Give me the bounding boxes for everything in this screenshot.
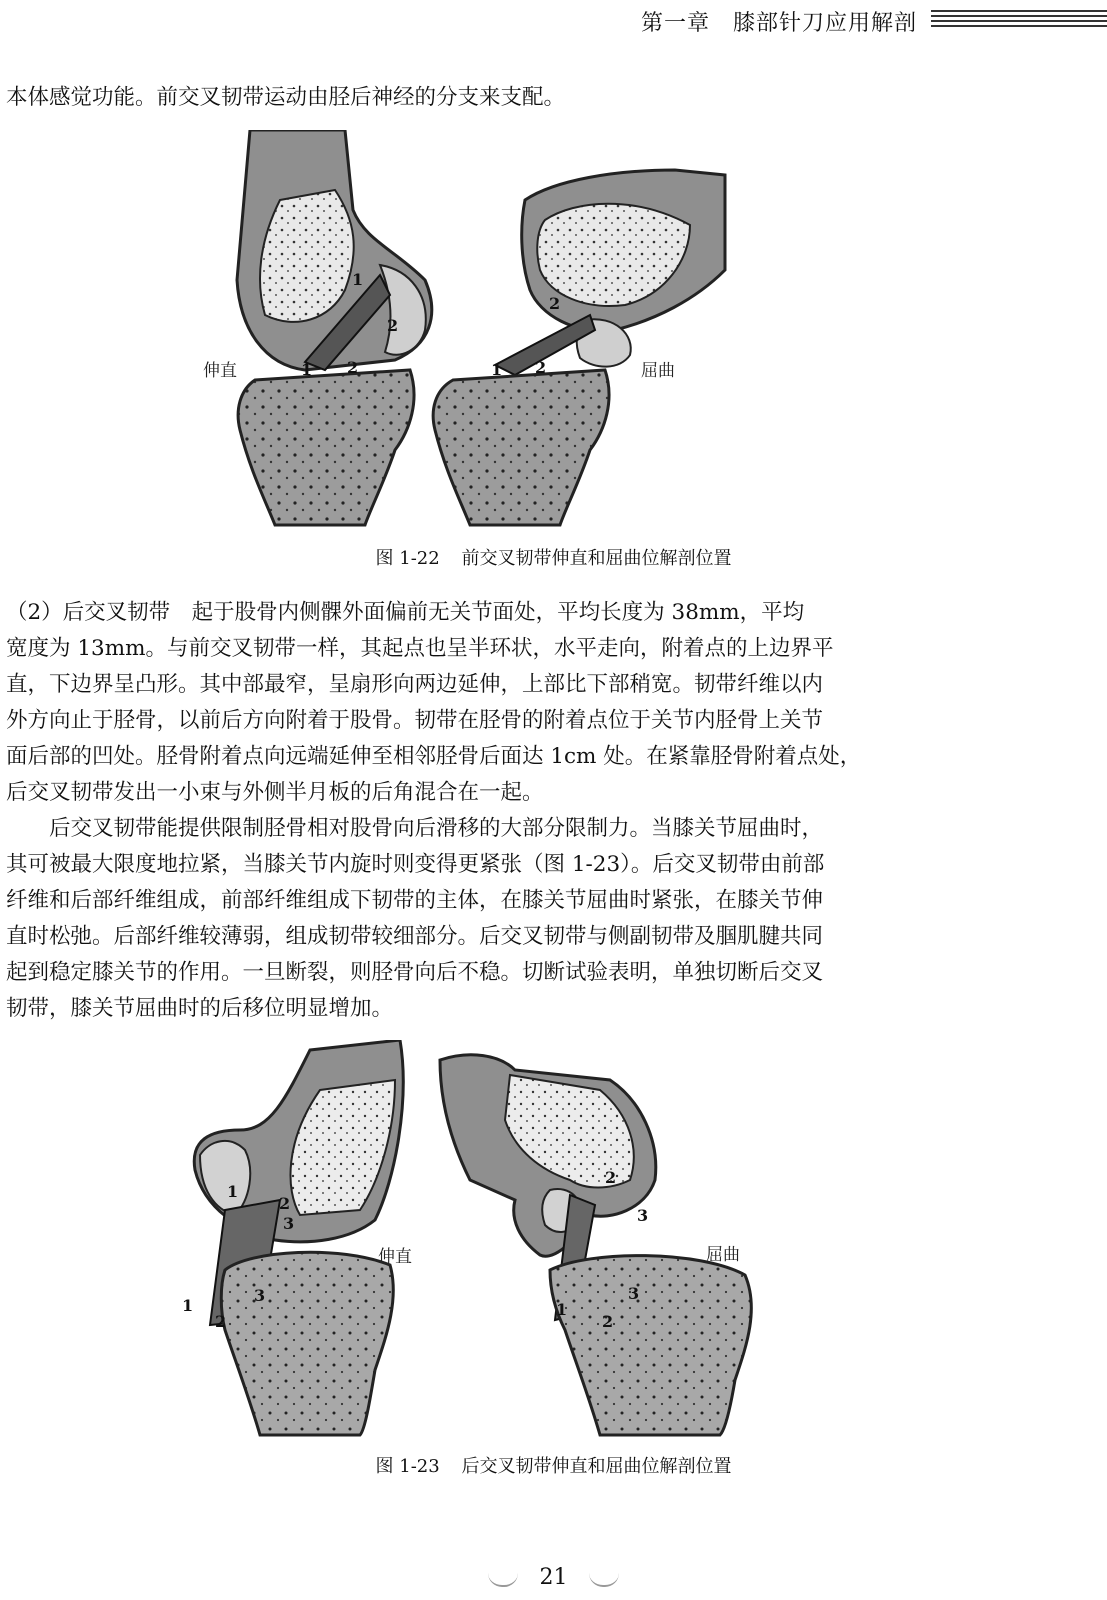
left-knee-drawing xyxy=(194,1040,403,1435)
figure-1-22-marker: 1 xyxy=(352,270,364,289)
figure-1-22-caption xyxy=(0,544,1107,570)
figure-1-23-marker: 1 xyxy=(556,1300,568,1319)
text-line: 其可被最大限度地拉紧，当膝关节内旋时则变得更紧张（图 1-23）。后交叉韧带由前部 xyxy=(6,852,825,877)
right-knee-drawing xyxy=(433,170,725,525)
text-line: 后交叉韧带能提供限制胫骨相对股骨向后滑移的大部分限制力。当膝关节屈曲时， xyxy=(6,816,824,841)
text-line: 外方向止于胫骨，以前后方向附着于股骨。韧带在胫骨的附着点位于关节内胫骨上关节 xyxy=(6,708,824,733)
ornament-right-icon xyxy=(589,1573,619,1587)
figure-1-22-marker: 2 xyxy=(387,316,399,335)
text-line: 直，下边界呈凸形。其中部最窄，呈扇形向两边延伸，上部比下部稍宽。韧带纤维以内 xyxy=(6,672,824,697)
page-footer xyxy=(0,1565,1107,1590)
figure-1-22-illustration xyxy=(195,130,735,530)
figure-1-22-label-flexion: 屈曲 xyxy=(641,361,675,381)
text-line: 韧带，膝关节屈曲时的后移位明显增加。 xyxy=(6,996,394,1021)
figure-1-23-caption-number: 图 1-23 xyxy=(375,1456,440,1477)
figure-1-23-label-flexion: 屈曲 xyxy=(706,1245,740,1265)
page-number: 21 xyxy=(539,1565,568,1590)
figure-1-22-marker: 1 xyxy=(301,360,313,379)
text-line: （2）后交叉韧带 起于股骨内侧髁外面偏前无关节面处，平均长度为 38mm，平均 xyxy=(6,600,805,625)
figure-1-23 xyxy=(170,1040,770,1440)
figure-1-23-label-extension: 伸直 xyxy=(378,1247,412,1267)
text-line: 纤维和后部纤维组成，前部纤维组成下韧带的主体，在膝关节屈曲时紧张，在膝关节伸 xyxy=(6,888,824,913)
figure-1-23-illustration xyxy=(170,1040,770,1440)
figure-1-23-marker: 2 xyxy=(215,1312,227,1331)
figure-1-22-marker: 2 xyxy=(535,358,547,377)
figure-1-22-caption-text: 前交叉韧带伸直和屈曲位解剖位置 xyxy=(461,548,732,569)
figure-1-22-marker: 2 xyxy=(347,358,359,377)
figure-1-23-marker: 2 xyxy=(602,1312,614,1331)
figure-1-23-caption-text: 后交叉韧带伸直和屈曲位解剖位置 xyxy=(461,1456,732,1477)
text-line: 后交叉韧带发出一小束与外侧半月板的后角混合在一起。 xyxy=(6,780,544,805)
figure-1-23-marker: 3 xyxy=(637,1206,649,1225)
figure-1-23-marker: 2 xyxy=(605,1168,617,1187)
page-header xyxy=(0,2,1107,38)
left-knee-drawing xyxy=(237,130,432,525)
section-3-paragraph xyxy=(6,811,941,1027)
chapter-title: 第一章 膝部针刀应用解剖 xyxy=(640,11,917,36)
header-rule xyxy=(931,10,1107,32)
figure-1-23-caption xyxy=(0,1452,1107,1478)
figure-1-22 xyxy=(195,130,735,530)
figure-1-23-marker: 3 xyxy=(628,1284,640,1303)
text-line: 直时松弛。后部纤维较薄弱，组成韧带较细部分。后交叉韧带与侧副韧带及腘肌腱共同 xyxy=(6,924,824,949)
figure-1-22-marker: 2 xyxy=(549,294,561,313)
figure-1-23-marker: 2 xyxy=(279,1194,291,1213)
intro-line: 本体感觉功能。前交叉韧带运动由胫后神经的分支来支配。 xyxy=(6,85,566,110)
right-knee-drawing xyxy=(440,1055,751,1435)
figure-1-22-caption-number: 图 1-22 xyxy=(375,548,440,569)
section-2-paragraph xyxy=(6,595,941,811)
figure-1-23-marker: 1 xyxy=(182,1296,194,1315)
text-line: 面后部的凹处。胫骨附着点向远端延伸至相邻胫骨后面达 1cm 处。在紧靠胫骨附着点处， xyxy=(6,744,862,769)
ornament-left-icon xyxy=(488,1573,518,1587)
text-line: 起到稳定膝关节的作用。一旦断裂，则胫骨向后不稳。切断试验表明，单独切断后交叉 xyxy=(6,960,824,985)
figure-1-22-marker: 1 xyxy=(491,360,503,379)
figure-1-22-label-extension: 伸直 xyxy=(203,361,237,381)
figure-1-23-marker: 3 xyxy=(254,1286,266,1305)
figure-1-23-marker: 1 xyxy=(227,1182,239,1201)
text-line: 宽度为 13mm。与前交叉韧带一样，其起点也呈半环状，水平走向，附着点的上边界平 xyxy=(6,636,834,661)
figure-1-23-marker: 3 xyxy=(283,1214,295,1233)
intro-paragraph xyxy=(6,80,941,116)
